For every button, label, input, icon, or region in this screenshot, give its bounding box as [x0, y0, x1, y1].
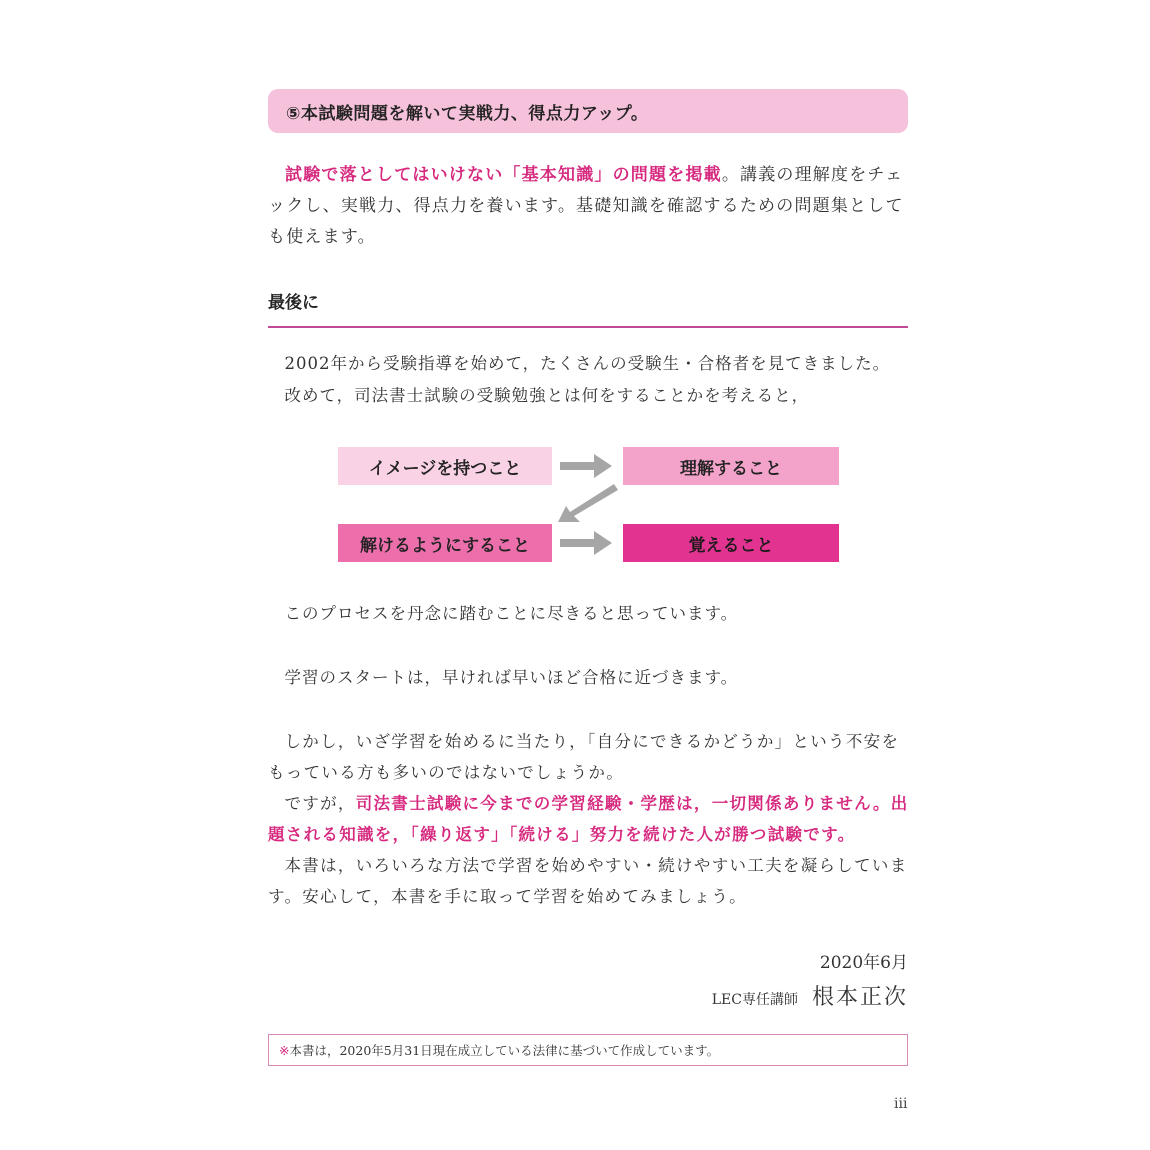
arrow-right-icon — [560, 454, 616, 478]
paragraph-but-lead: ですが， — [284, 794, 356, 813]
arrow-down-left-icon — [556, 484, 618, 524]
signature — [712, 980, 908, 1011]
paragraph-group — [268, 726, 913, 912]
section-header-bar — [268, 89, 908, 133]
closing-line-2: 改めて，司法書士試験の受験勉強とは何をすることかを考えると， — [284, 386, 810, 405]
flow-step-image — [338, 447, 552, 485]
intro-rest: 。講義の理解度をチェックし、実戦力、得点力を養います。基礎知識を確認するための問題集としても使えます。 — [268, 165, 904, 247]
paragraph-process: このプロセスを丹念に踏むことに尽きると思っています。 — [284, 604, 739, 623]
flow-step-image-label: イメージを持つこと — [368, 458, 522, 479]
intro-highlight: 試験で落としてはいけない「基本知識」の問題を掲載 — [285, 165, 722, 185]
flow-step-memorize-label: 覚えること — [688, 535, 774, 556]
flow-step-solve — [338, 524, 552, 562]
section-header-label: ⑤本試験問題を解いて実戦力、得点力アップ。 — [286, 103, 649, 124]
signature-name: 根本正次 — [811, 985, 908, 1010]
paragraph-but-highlight: 司法書士試験に今までの学習経験・学歴は，一切関係ありません。出題される知識を，「繰り返す」「続ける」努力を続けた人が勝つ試験です。 — [268, 794, 909, 844]
paragraph-book: 本書は，いろいろな方法で学習を始めやすい・続けやすい工夫を凝らしています。安心して，本書を手に取って学習を始めてみましょう。 — [268, 856, 908, 906]
flow-step-understand-label: 理解すること — [680, 458, 782, 479]
closing-line-1: 2002年から受験指導を始めて，たくさんの受験生・合格者を見てきました。 — [284, 354, 891, 373]
section-title: 最後に — [268, 293, 319, 313]
signature-date: 2020年6月 — [819, 953, 908, 973]
paragraph-but — [268, 788, 913, 850]
section-divider — [268, 326, 908, 328]
page-number: iii — [894, 1096, 908, 1112]
flow-step-memorize — [623, 524, 839, 562]
paragraph-anxiety: しかし，いざ学習を始めるに当たり，「自分にできるかどうか」という不安をもっている方も多いのではないでしょうか。 — [268, 732, 900, 782]
footnote-mark: ※ — [279, 1042, 290, 1058]
flow-step-solve-label: 解けるようにすること — [360, 535, 530, 556]
paragraph-start: 学習のスタートは，早ければ早いほど合格に近づきます。 — [284, 668, 739, 687]
footnote-box — [268, 1034, 908, 1066]
flow-step-understand — [623, 447, 839, 485]
footnote-text: 本書は，2020年5月31日現在成立している法律に基づいて作成しています。 — [289, 1043, 720, 1058]
signature-role: LEC専任講師 — [711, 992, 798, 1008]
intro-paragraph — [268, 160, 913, 253]
arrow-right-icon-2 — [560, 531, 616, 555]
